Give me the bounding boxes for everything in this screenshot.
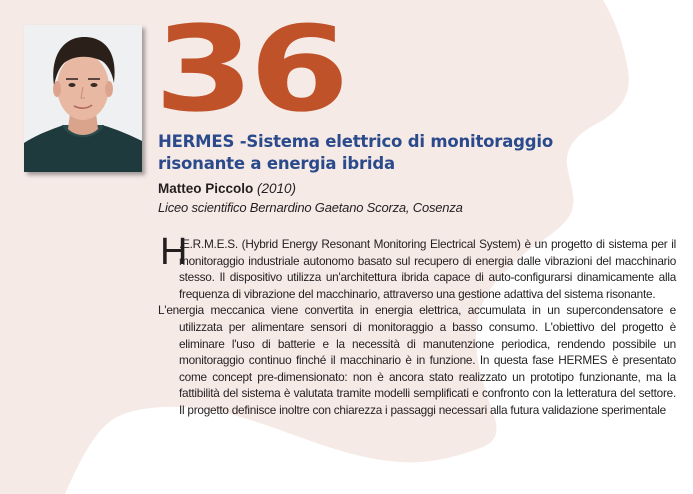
portrait-image [24,25,142,172]
student-photo [24,25,142,172]
author-line [158,180,296,197]
paragraph-intro-text: .E.R.M.E.S. (Hybrid Energy Resonant Monitoring Electrical System) è un progetto di sistema per il monitoraggio industriale autonomo basato sul recupero di energia dalle vibrazioni del macchinario stesso. Il dispositivo utilizza un'architettura ibrida capace di auto-configurarsi dinamicamente alla frequenza di vibrazione del macchinario, attraverso una gestione adattiva del sistema risonante. [179,237,676,301]
author-name: Matteo Piccolo [158,181,254,196]
project-title: HERMES -Sistema elettrico di monitoraggio risonante a energia ibrida [158,132,553,173]
school-name: Liceo scientifico Bernardino Gaetano Scorza, Cosenza [158,200,463,215]
paragraph-intro [158,231,676,302]
project-description [158,231,676,419]
drop-cap: H [160,231,188,273]
entry-number: 36 [154,0,345,138]
paragraph-details: L'energia meccanica viene convertita in energia elettrica, accumulata in un supercondensatore e utilizzata per alimentare sensori di monitoraggio a basso consumo. L'obiettivo del progetto è eliminare l'uso di batterie e la necessità di manutenzione periodica, rendendo possibile un monitoraggio continuo finché il macchinario è in funzione. In questa fase HERMES è presentato come concept pre-dimensionato: non è ancora stato realizzato un prototipo funzionante, ma la fattibilità del sistema è valutata tramite modelli semplificati e confronto con la letteratura del settore. Il progetto definisce inoltre con chiarezza i passaggi necessari alla futura validazione sperimentale [158,303,676,417]
author-year: (2010) [257,181,297,196]
